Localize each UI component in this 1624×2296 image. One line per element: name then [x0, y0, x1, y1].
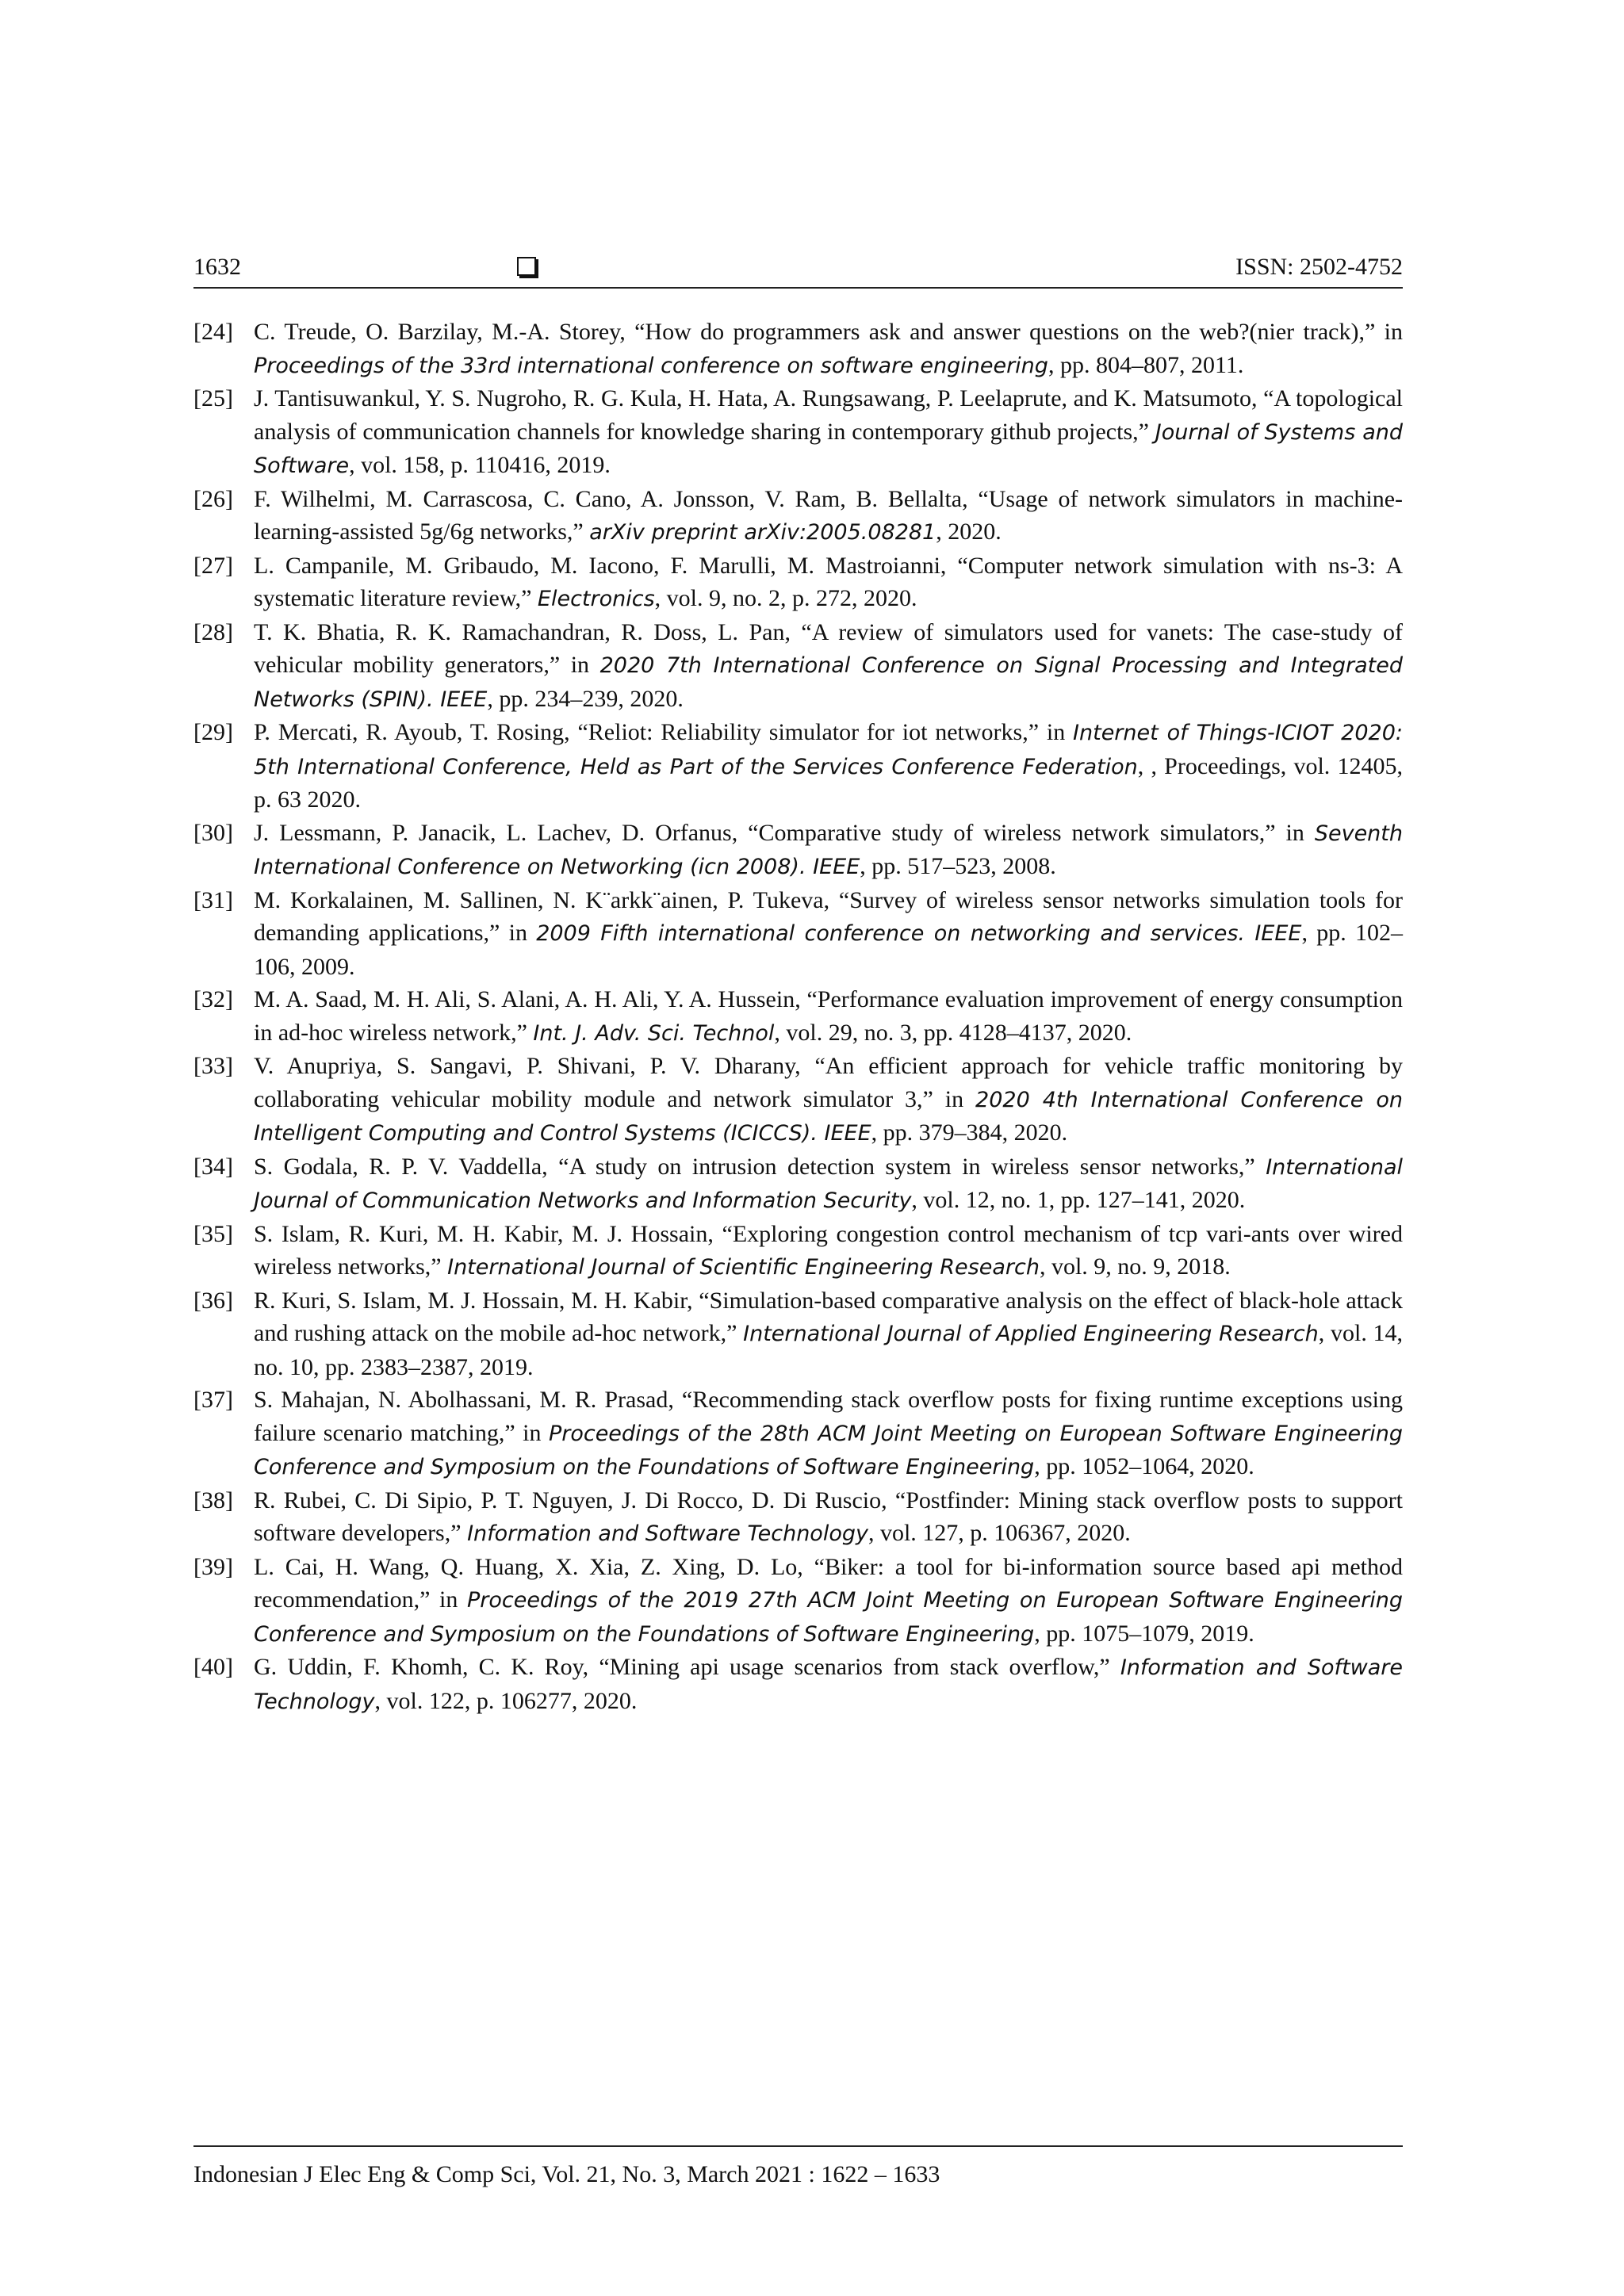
reference-list	[193, 316, 1403, 1718]
reference-details: , vol. 9, no. 2, p. 272, 2020.	[654, 585, 917, 611]
reference-details: , vol. 127, p. 106367, 2020.	[868, 1520, 1131, 1546]
reference-text: T. K. Bhatia, R. K. Ramachandran, R. Doss, L. Pan, “A review of simulators used for vanets: The case-study of vehicular mobility generators,” in	[254, 618, 1403, 678]
reference-text: V. Anupriya, S. Sangavi, P. Shivani, P. V. Dharany, “An efficient approach for vehicle traffic monitoring by collaborating vehicular mobility module and network simulator 3,” in	[254, 1053, 1403, 1112]
reference-details: , vol. 29, no. 3, pp. 4128–4137, 2020.	[774, 1019, 1132, 1046]
reference-venue: Int. J. Adv. Sci. Technol	[533, 1020, 775, 1046]
reference-item	[193, 1050, 1403, 1150]
reference-item	[193, 1284, 1403, 1384]
square-box-icon	[517, 257, 536, 276]
issn-label: ISSN: 2502-4752	[1235, 254, 1403, 280]
page-footer	[193, 2145, 1403, 2188]
reference-details: , pp. 517–523, 2008.	[860, 853, 1056, 879]
reference-number: [32]	[193, 986, 233, 1012]
reference-number: [37]	[193, 1387, 233, 1413]
reference-text: P. Mercati, R. Ayoub, T. Rosing, “Reliot: Reliability simulator for iot networks,” in	[254, 719, 1074, 745]
reference-item	[193, 316, 1403, 382]
reference-number: [40]	[193, 1654, 233, 1680]
reference-venue: Information and Software Technology	[467, 1521, 868, 1546]
reference-details: , , Proceedings, vol. 12405, p. 63 2020.	[254, 752, 1403, 813]
reference-text: F. Wilhelmi, M. Carrascosa, C. Cano, A. Jonsson, V. Ram, B. Bellalta, “Usage of network simulators in machine-learning-assisted 5g/6g networks,”	[254, 485, 1403, 545]
reference-details: , pp. 804–807, 2011.	[1048, 351, 1244, 378]
reference-number: [33]	[193, 1053, 233, 1079]
reference-venue: International Journal of Communication Networks and Information Security	[254, 1154, 1403, 1213]
reference-details: , pp. 1075–1079, 2019.	[1034, 1620, 1254, 1647]
reference-venue: 2020 7th International Conference on Signal Processing and Integrated Networks (SPIN). IEEE	[254, 653, 1403, 712]
reference-venue: arXiv preprint arXiv:2005.08281	[589, 520, 936, 545]
reference-number: [38]	[193, 1487, 233, 1513]
reference-text: S. Mahajan, N. Abolhassani, M. R. Prasad, “Recommending stack overflow posts for fixing runtime exceptions using failure scenario matching,” in	[254, 1387, 1403, 1446]
reference-venue: Proceedings of the 33rd international conference on software engineering	[254, 353, 1048, 378]
reference-venue: Journal of Systems and Software	[254, 419, 1403, 478]
reference-number: [25]	[193, 385, 233, 411]
reference-item	[193, 1651, 1403, 1718]
reference-text: R. Rubei, C. Di Sipio, P. T. Nguyen, J. Di Rocco, D. Di Ruscio, “Postfinder: Mining stack overflow posts to support software developers,”	[254, 1487, 1403, 1546]
reference-text: C. Treude, O. Barzilay, M.-A. Storey, “How do programmers ask and answer questions on the web?(nier track),” in	[254, 319, 1403, 345]
reference-text: M. Korkalainen, M. Sallinen, N. K¨arkk¨ainen, P. Tukeva, “Survey of wireless sensor networks simulation tools for demanding applications,” in	[254, 886, 1403, 946]
reference-number: [34]	[193, 1153, 233, 1180]
reference-item	[193, 1383, 1403, 1484]
reference-item	[193, 549, 1403, 616]
reference-item	[193, 1551, 1403, 1651]
reference-details: , pp. 1052–1064, 2020.	[1034, 1453, 1254, 1479]
reference-venue: 2020 4th International Conference on Intelligent Computing and Control Systems (ICICCS). IEEE	[254, 1087, 1403, 1146]
reference-venue: Internet of Things-ICIOT 2020: 5th International Conference, Held as Part of the Services Conference Federation	[254, 721, 1403, 779]
reference-item	[193, 382, 1403, 483]
reference-text: J. Lessmann, P. Janacik, L. Lachev, D. Orfanus, “Comparative study of wireless network simulators,” in	[254, 819, 1315, 846]
reference-details: , vol. 122, p. 106277, 2020.	[374, 1687, 638, 1714]
reference-item	[193, 716, 1403, 817]
reference-item	[193, 983, 1403, 1050]
reference-number: [39]	[193, 1553, 233, 1580]
reference-details: , vol. 14, no. 10, pp. 2383–2387, 2019.	[254, 1320, 1403, 1380]
reference-details: , vol. 158, p. 110416, 2019.	[349, 452, 611, 478]
reference-number: [26]	[193, 485, 233, 512]
reference-number: [35]	[193, 1220, 233, 1247]
reference-text: L. Campanile, M. Gribaudo, M. Iacono, F. Marulli, M. Mastroianni, “Computer network simulation with ns-3: A systematic literature review,”	[254, 552, 1403, 611]
reference-text: S. Islam, R. Kuri, M. H. Kabir, M. J. Hossain, “Exploring congestion control mechanism of tcp vari-ants over wired wireless networks,”	[254, 1220, 1403, 1280]
page-number: 1632	[193, 254, 241, 280]
reference-text: S. Godala, R. P. V. Vaddella, “A study on intrusion detection system in wireless sensor networks,”	[254, 1153, 1266, 1180]
reference-number: [36]	[193, 1287, 233, 1314]
reference-details: , pp. 102–106, 2009.	[254, 920, 1403, 980]
reference-venue: Proceedings of the 28th ACM Joint Meeting on European Software Engineering Conference and Symposium on the Foundations of Software Engineering	[254, 1421, 1404, 1479]
reference-text: M. A. Saad, M. H. Ali, S. Alani, A. H. Ali, Y. A. Hussein, “Performance evaluation improvement of energy consumption in ad-hoc wireless network,”	[254, 986, 1403, 1046]
reference-text: R. Kuri, S. Islam, M. J. Hossain, M. H. Kabir, “Simulation-based comparative analysis on the effect of black-hole attack and rushing attack on the mobile ad-hoc network,”	[254, 1287, 1403, 1346]
reference-number: [28]	[193, 618, 233, 645]
reference-venue: Electronics	[537, 587, 655, 611]
reference-item	[193, 884, 1403, 984]
reference-venue: International Journal of Applied Engineering Research	[743, 1322, 1319, 1346]
reference-details: , pp. 234–239, 2020.	[487, 685, 684, 712]
reference-number: [31]	[193, 886, 233, 913]
reference-venue: Proceedings of the 2019 27th ACM Joint Meeting on European Software Engineering Conference and Symposium on the Foundations of Software Engineering	[254, 1588, 1403, 1647]
reference-venue: Information and Software Technology	[254, 1655, 1403, 1714]
reference-details: , vol. 12, no. 1, pp. 127–141, 2020.	[911, 1187, 1246, 1213]
reference-number: [30]	[193, 819, 233, 846]
reference-text: G. Uddin, F. Khomh, C. K. Roy, “Mining api usage scenarios from stack overflow,”	[254, 1654, 1120, 1680]
reference-details: , vol. 9, no. 9, 2018.	[1039, 1253, 1231, 1280]
reference-details: , 2020.	[936, 519, 1002, 545]
reference-text: J. Tantisuwankul, Y. S. Nugroho, R. G. Kula, H. Hata, A. Rungsawang, P. Leelaprute, and K. Matsumoto, “A topological analysis of communication channels for knowledge sharing in contemporary github projects,”	[254, 385, 1403, 445]
reference-item	[193, 817, 1403, 884]
reference-text: L. Cai, H. Wang, Q. Huang, X. Xia, Z. Xing, D. Lo, “Biker: a tool for bi-information source based api method recommendation,” in	[254, 1553, 1403, 1613]
reference-venue: International Journal of Scientific Engineering Research	[447, 1255, 1040, 1280]
journal-citation: Indonesian J Elec Eng & Comp Sci, Vol. 21, No. 3, March 2021 : 1622 – 1633	[193, 2161, 940, 2187]
reference-number: [29]	[193, 719, 233, 745]
reference-item	[193, 616, 1403, 717]
reference-item	[193, 1150, 1403, 1218]
reference-venue: 2009 Fifth international conference on networking and services. IEEE	[536, 921, 1302, 946]
reference-venue: Seventh International Conference on Networking (icn 2008). IEEE	[254, 821, 1403, 879]
reference-details: , pp. 379–384, 2020.	[871, 1119, 1068, 1146]
reference-item	[193, 1218, 1403, 1284]
reference-number: [27]	[193, 552, 233, 579]
page-header	[193, 252, 1403, 289]
reference-item	[193, 1484, 1403, 1551]
reference-item	[193, 483, 1403, 549]
reference-number: [24]	[193, 319, 233, 345]
